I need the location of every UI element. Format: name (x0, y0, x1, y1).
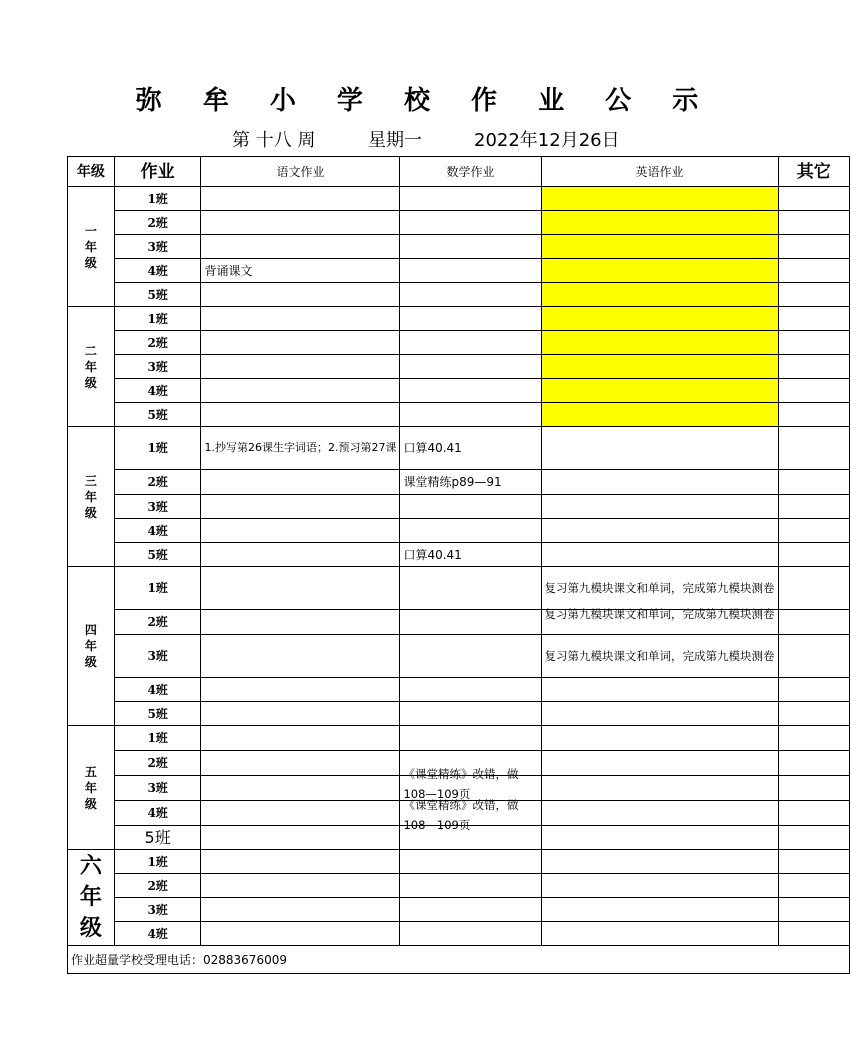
math-cell (400, 702, 541, 726)
table-row (68, 211, 850, 235)
english-cell (541, 355, 778, 379)
class-label: 5班 (114, 543, 201, 567)
table-row (68, 427, 850, 470)
other-cell (778, 403, 849, 427)
other-cell (778, 678, 849, 702)
class-label: 2班 (114, 751, 201, 776)
grade-1-label: 一年级 (68, 187, 115, 307)
table-row (68, 307, 850, 331)
chinese-cell (201, 826, 400, 850)
class-label: 1班 (114, 850, 201, 874)
class-label: 4班 (114, 678, 201, 702)
class-label: 4班 (114, 922, 201, 946)
chinese-cell (201, 801, 400, 826)
other-cell (778, 898, 849, 922)
english-cell (541, 776, 778, 801)
header-grade: 年级 (68, 157, 115, 187)
table-row (68, 702, 850, 726)
chinese-cell (201, 898, 400, 922)
chinese-cell (201, 403, 400, 427)
class-label: 2班 (114, 331, 201, 355)
header-english: 英语作业 (541, 157, 778, 187)
other-cell (778, 826, 849, 850)
math-cell (400, 495, 541, 519)
math-cell (400, 379, 541, 403)
chinese-cell (201, 379, 400, 403)
other-cell (778, 211, 849, 235)
math-cell (400, 798, 541, 832)
math-cell (400, 898, 541, 922)
other-cell (778, 307, 849, 331)
english-cell (541, 543, 778, 567)
english-cell (541, 801, 778, 826)
table-row (68, 470, 850, 495)
class-label: 1班 (114, 567, 201, 610)
math-cell (400, 187, 541, 211)
chinese-cell (201, 678, 400, 702)
table-row (68, 379, 850, 403)
english-cell (541, 379, 778, 403)
weekday-label: 星期一 (368, 130, 422, 151)
english-cell (541, 607, 778, 635)
other-cell (778, 355, 849, 379)
chinese-cell: 1.抄写第26课生字词语；2.预习第27课 (201, 427, 400, 470)
table-row (68, 801, 850, 826)
chinese-cell (201, 702, 400, 726)
class-label: 4班 (114, 259, 201, 283)
chinese-cell (201, 307, 400, 331)
other-cell (778, 751, 849, 776)
other-cell (778, 187, 849, 211)
math-cell (400, 403, 541, 427)
grade-4-label: 四年级 (68, 567, 115, 726)
class-label: 1班 (114, 427, 201, 470)
english-cell (541, 519, 778, 543)
class-label: 1班 (114, 726, 201, 751)
table-row (68, 235, 850, 259)
other-cell (778, 283, 849, 307)
class-label: 2班 (114, 610, 201, 635)
math-cell (400, 235, 541, 259)
math-cell (400, 635, 541, 678)
grade-2-label: 二年级 (68, 307, 115, 427)
class-label: 5班 (114, 403, 201, 427)
class-label: 1班 (114, 307, 201, 331)
other-cell (778, 874, 849, 898)
chinese-cell (201, 211, 400, 235)
table-row (68, 283, 850, 307)
math-cell-text: 《课堂精练》改错，做108—109页 (403, 767, 519, 801)
grade-5-label: 五年级 (68, 726, 115, 850)
math-cell (400, 331, 541, 355)
math-cell (400, 211, 541, 235)
english-cell (541, 850, 778, 874)
math-cell (400, 519, 541, 543)
header-row (68, 157, 850, 187)
class-label: 3班 (114, 635, 201, 678)
chinese-cell (201, 922, 400, 946)
table-row (68, 635, 850, 678)
english-cell (541, 187, 778, 211)
english-cell (541, 826, 778, 850)
class-label: 5班 (114, 702, 201, 726)
english-cell (541, 331, 778, 355)
english-cell (541, 874, 778, 898)
chinese-cell (201, 726, 400, 751)
class-label: 5班 (114, 283, 201, 307)
other-cell (778, 331, 849, 355)
table-row (68, 495, 850, 519)
class-label: 3班 (114, 495, 201, 519)
table-row (68, 922, 850, 946)
class-label: 5班 (114, 826, 201, 850)
english-cell (541, 403, 778, 427)
table-row (68, 678, 850, 702)
english-cell: 复习第九模块课文和单词，完成第九模块测卷 (541, 635, 778, 678)
header-homework: 作业 (114, 157, 201, 187)
other-cell (778, 379, 849, 403)
math-cell (400, 726, 541, 751)
other-cell (778, 850, 849, 874)
math-cell (400, 874, 541, 898)
other-cell (778, 235, 849, 259)
english-cell (541, 898, 778, 922)
table-row (68, 519, 850, 543)
math-cell (400, 610, 541, 635)
other-cell (778, 776, 849, 801)
chinese-cell (201, 283, 400, 307)
english-cell-text: 复习第九模块课文和单词，完成第九模块测卷 (544, 607, 775, 621)
math-cell (400, 307, 541, 331)
other-cell (778, 470, 849, 495)
math-cell (400, 355, 541, 379)
header-chinese: 语文作业 (201, 157, 400, 187)
class-label: 2班 (114, 211, 201, 235)
english-cell (541, 211, 778, 235)
page-title: 弥 牟 小 学 校 作 业 公 示 (135, 86, 715, 116)
table-row (68, 331, 850, 355)
footer-row (68, 946, 850, 974)
other-cell (778, 259, 849, 283)
header-other: 其它 (778, 157, 849, 187)
chinese-cell (201, 776, 400, 801)
chinese-cell (201, 495, 400, 519)
chinese-cell (201, 610, 400, 635)
chinese-cell (201, 187, 400, 211)
header-math: 数学作业 (400, 157, 541, 187)
other-cell (778, 635, 849, 678)
math-cell: 口算40.41 (400, 543, 541, 567)
chinese-cell (201, 519, 400, 543)
chinese-cell (201, 470, 400, 495)
english-cell (541, 470, 778, 495)
chinese-cell (201, 874, 400, 898)
math-cell (400, 567, 541, 610)
table-row (68, 543, 850, 567)
date-label: 2022年12月26日 (474, 130, 620, 151)
other-cell (778, 495, 849, 519)
week-label: 第 十八 周 (232, 130, 316, 151)
other-cell (778, 801, 849, 826)
english-cell (541, 678, 778, 702)
table-row (68, 259, 850, 283)
homework-table (67, 156, 850, 974)
math-cell: 课堂精练p89—91 (400, 470, 541, 495)
class-label: 4班 (114, 379, 201, 403)
other-cell (778, 610, 849, 635)
table-row (68, 610, 850, 635)
class-label: 1班 (114, 187, 201, 211)
other-cell (778, 922, 849, 946)
class-label: 3班 (114, 776, 201, 801)
math-cell (400, 678, 541, 702)
chinese-cell: 背诵课文 (201, 259, 400, 283)
class-label: 3班 (114, 235, 201, 259)
chinese-cell (201, 635, 400, 678)
chinese-cell (201, 567, 400, 610)
other-cell (778, 519, 849, 543)
english-cell (541, 751, 778, 776)
other-cell (778, 427, 849, 470)
table-row (68, 187, 850, 211)
class-label: 4班 (114, 519, 201, 543)
other-cell (778, 543, 849, 567)
math-cell (400, 283, 541, 307)
class-label: 2班 (114, 874, 201, 898)
english-cell (541, 259, 778, 283)
english-cell: 复习第九模块课文和单词，完成第九模块测卷 (541, 567, 778, 610)
math-cell (400, 922, 541, 946)
chinese-cell (201, 543, 400, 567)
math-cell-text: 《课堂精练》改错，做108—109页 (403, 798, 519, 832)
math-cell (400, 259, 541, 283)
class-label: 3班 (114, 898, 201, 922)
other-cell (778, 567, 849, 610)
chinese-cell (201, 331, 400, 355)
english-cell (541, 427, 778, 470)
class-label: 2班 (114, 470, 201, 495)
english-cell (541, 495, 778, 519)
table-row (68, 355, 850, 379)
table-row (68, 726, 850, 751)
table-row (68, 898, 850, 922)
english-cell (541, 922, 778, 946)
english-cell (541, 702, 778, 726)
english-cell (541, 235, 778, 259)
chinese-cell (201, 235, 400, 259)
math-cell (400, 850, 541, 874)
table-row (68, 403, 850, 427)
grade-3-label: 三年级 (68, 427, 115, 567)
english-cell (541, 726, 778, 751)
class-label: 3班 (114, 355, 201, 379)
chinese-cell (201, 355, 400, 379)
math-cell: 口算40.41 (400, 427, 541, 470)
complaint-hotline: 作业超量学校受理电话：02883676009 (68, 946, 850, 974)
table-row (68, 874, 850, 898)
other-cell (778, 702, 849, 726)
other-cell (778, 726, 849, 751)
class-label: 4班 (114, 801, 201, 826)
grade-6-label: 六年级 (68, 850, 115, 946)
chinese-cell (201, 850, 400, 874)
english-cell (541, 307, 778, 331)
chinese-cell (201, 751, 400, 776)
table-row (68, 850, 850, 874)
english-cell (541, 283, 778, 307)
